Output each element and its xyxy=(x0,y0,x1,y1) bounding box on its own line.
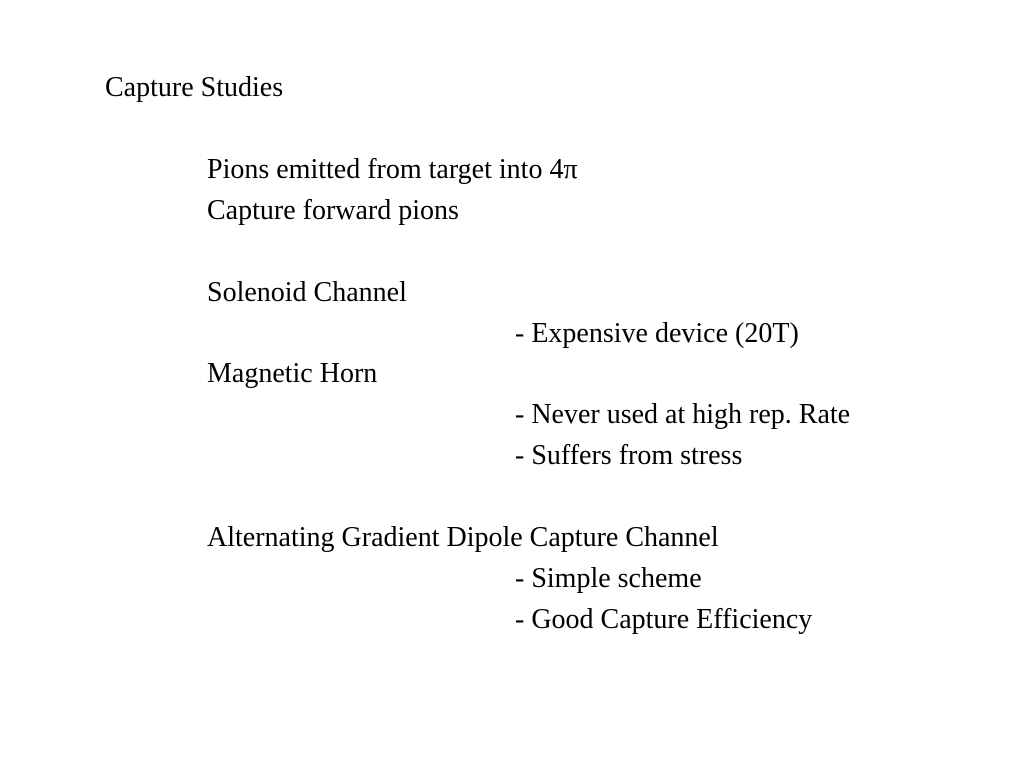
intro-line-capture: Capture forward pions xyxy=(207,195,459,226)
horn-note: - Suffers from stress xyxy=(515,440,743,471)
solenoid-note: - Expensive device (20T) xyxy=(515,318,799,349)
magnetic-horn-label: Magnetic Horn xyxy=(207,358,378,389)
dipole-channel-label: Alternating Gradient Dipole Capture Channel xyxy=(207,522,719,553)
horn-note: - Never used at high rep. Rate xyxy=(515,399,851,430)
intro-line-emission: Pions emitted from target into 4π xyxy=(207,154,578,185)
dipole-note: - Simple scheme xyxy=(515,563,702,594)
dipole-note: - Good Capture Efficiency xyxy=(515,604,813,635)
slide-title: Capture Studies xyxy=(105,72,284,103)
solenoid-channel-label: Solenoid Channel xyxy=(207,277,407,308)
